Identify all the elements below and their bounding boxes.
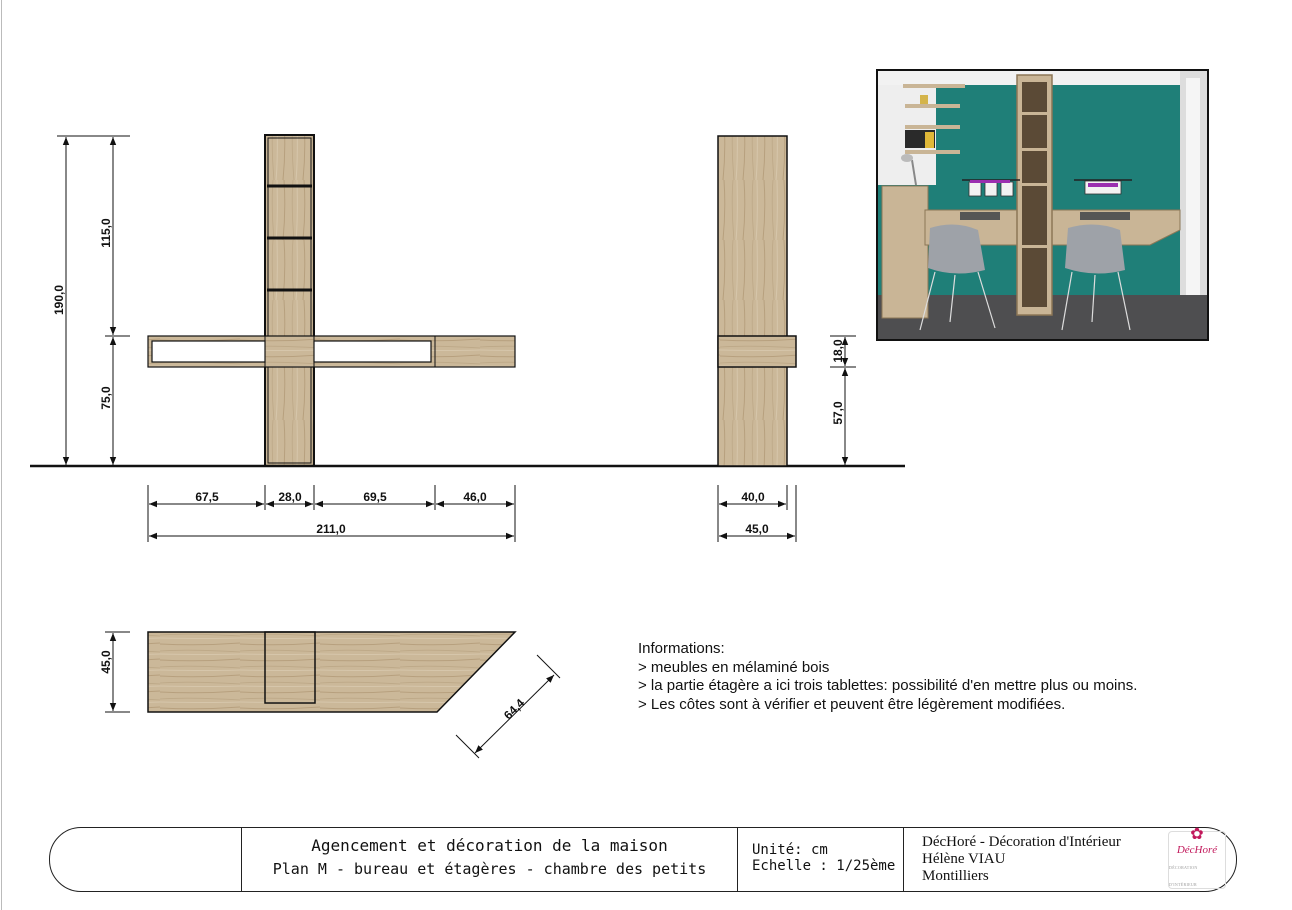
dim-side-depth-column: 40,0: [741, 490, 765, 504]
dim-side-leg-height: 57,0: [831, 401, 845, 425]
unit-label: Unité: cm: [752, 842, 828, 858]
dim-width-middle: 69,5: [363, 490, 387, 504]
plan-view: [148, 632, 515, 712]
side-desk-top: [718, 336, 796, 367]
dim-plan-diagonal: 64,4: [500, 695, 528, 723]
dim-side-desk-thickness: 18,0: [831, 339, 845, 363]
desk-opening-left: [152, 341, 265, 362]
title-block-scale: [737, 828, 903, 891]
dim-width-total: 211,0: [316, 522, 346, 536]
dim-height-upper: 115,0: [99, 218, 113, 248]
title-block: [49, 827, 1237, 892]
front-elevation: [148, 135, 515, 466]
information-line: > Les côtes sont à vérifier et peuvent être légèrement modifiées.: [638, 695, 1066, 713]
information-line: > meubles en mélaminé bois: [638, 658, 830, 676]
dim-width-right: 46,0: [463, 490, 487, 504]
dim-side-depth-desk: 45,0: [745, 522, 769, 536]
desk-plan-top: [148, 632, 515, 712]
information-line: > la partie étagère a ici trois tablettes: possibilité d'en mettre plus ou moins.: [638, 677, 1138, 694]
dim-width-column: 28,0: [278, 490, 302, 504]
company-city: Montilliers: [922, 868, 989, 884]
information-title: Informations:: [638, 640, 725, 657]
designer-name: Hélène VIAU: [922, 851, 1006, 867]
company-name: DécHoré - Décoration d'Intérieur: [922, 834, 1121, 850]
dim-height-total: 190,0: [52, 284, 66, 316]
dim-height-desk: 75,0: [99, 386, 113, 410]
title-block-company: [903, 825, 1238, 891]
front-vertical-dimensions: [57, 136, 130, 465]
project-title: Agencement et décoration de la maison: [311, 836, 668, 855]
title-block-project: [241, 828, 737, 891]
dim-width-left: 67,5: [195, 490, 219, 504]
logo-subtitle: DÉCORATION D'INTÉRIEUR: [1169, 864, 1198, 887]
plan-title: Plan M - bureau et étagères - chambre des petits: [272, 860, 707, 878]
logo-text: DécHoré: [1176, 843, 1218, 856]
company-logo: [1168, 825, 1226, 889]
desk-opening-right: [314, 341, 431, 362]
scale-label: Echelle : 1/25ème: [752, 858, 896, 874]
side-column: [718, 136, 787, 466]
side-elevation: [718, 136, 796, 466]
information-notes: [638, 640, 1137, 714]
render-3d-preview: [877, 70, 1208, 340]
bow-icon: ✿: [1190, 825, 1204, 843]
dim-plan-depth: 45,0: [99, 650, 113, 674]
